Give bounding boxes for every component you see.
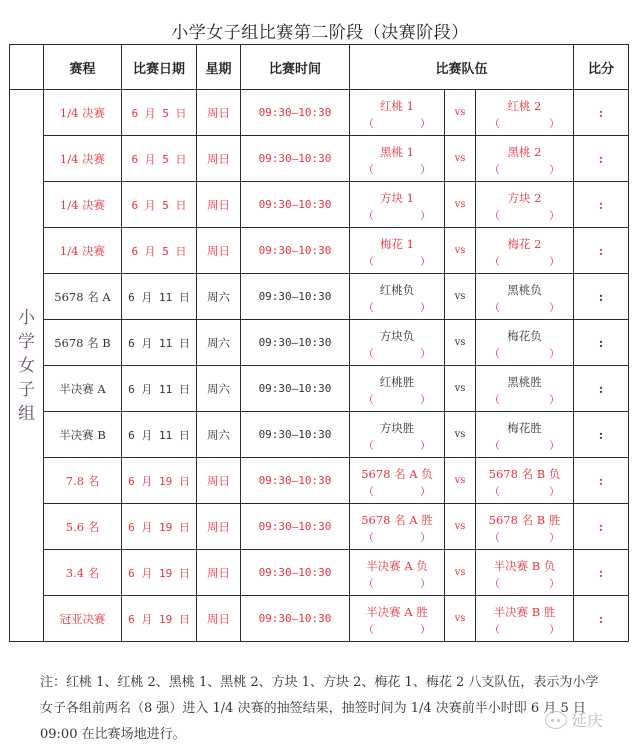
team1-cell xyxy=(350,550,445,596)
date-cell: 6 月 19 日 xyxy=(122,504,197,550)
weekday-cell: 周日 xyxy=(197,136,241,182)
right-paren: ） xyxy=(549,163,560,176)
weekday-cell: 周日 xyxy=(197,182,241,228)
vs-cell: vs xyxy=(445,320,476,366)
right-paren: ） xyxy=(420,163,431,176)
time-cell: 09:30—10:30 xyxy=(241,136,350,182)
header-row xyxy=(10,45,629,90)
time-cell: 09:30—10:30 xyxy=(241,320,350,366)
team1-cell xyxy=(350,274,445,320)
header-teams: 比赛队伍 xyxy=(350,45,574,90)
left-paren: （ xyxy=(363,347,374,360)
team1-cell xyxy=(350,596,445,642)
team1-cell xyxy=(350,504,445,550)
group-label-char: 组 xyxy=(18,403,35,424)
left-paren: （ xyxy=(363,255,374,268)
weekday-cell: 周六 xyxy=(197,412,241,458)
score-cell: : xyxy=(574,228,629,274)
right-paren: ） xyxy=(549,531,560,544)
score-cell: : xyxy=(574,550,629,596)
left-paren: （ xyxy=(489,163,500,176)
right-paren: ） xyxy=(420,439,431,452)
left-paren: （ xyxy=(489,393,500,406)
right-paren: ） xyxy=(549,209,560,222)
group-label-char: 学 xyxy=(18,331,35,352)
right-paren: ） xyxy=(420,209,431,222)
right-paren: ） xyxy=(420,531,431,544)
left-paren: （ xyxy=(363,577,374,590)
table-row xyxy=(10,274,629,320)
left-paren: （ xyxy=(363,439,374,452)
date-cell: 6 月 19 日 xyxy=(122,458,197,504)
team2-name: 方块 2 xyxy=(507,191,542,205)
table-row xyxy=(10,550,629,596)
weekday-cell: 周六 xyxy=(197,366,241,412)
right-paren: ） xyxy=(420,485,431,498)
left-paren: （ xyxy=(363,163,374,176)
team1-name: 半决赛 A 胜 xyxy=(366,605,428,619)
team1-name: 5678 名 A 胜 xyxy=(361,513,433,527)
group-label-char: 女 xyxy=(18,355,35,376)
right-paren: ） xyxy=(549,439,560,452)
time-cell: 09:30—10:30 xyxy=(241,550,350,596)
stage-cell: 5.6 名 xyxy=(44,504,122,550)
team2-cell xyxy=(476,136,574,182)
team2-name: 梅花胜 xyxy=(507,421,542,435)
left-paren: （ xyxy=(489,485,500,498)
vs-cell: vs xyxy=(445,90,476,136)
left-paren: （ xyxy=(363,301,374,314)
time-cell: 09:30—10:30 xyxy=(241,412,350,458)
date-cell: 6 月 11 日 xyxy=(122,274,197,320)
team1-name: 方块负 xyxy=(379,329,415,343)
date-cell: 6 月 5 日 xyxy=(122,136,197,182)
right-paren: ） xyxy=(420,393,431,406)
team2-cell xyxy=(476,412,574,458)
header-stage: 赛程 xyxy=(44,45,122,90)
time-cell: 09:30—10:30 xyxy=(241,458,350,504)
left-paren: （ xyxy=(363,393,374,406)
stage-cell: 半决赛 B xyxy=(44,412,122,458)
time-cell: 09:30—10:30 xyxy=(241,182,350,228)
left-paren: （ xyxy=(489,623,500,636)
vs-cell: vs xyxy=(445,596,476,642)
left-paren: （ xyxy=(489,577,500,590)
left-paren: （ xyxy=(489,209,500,222)
table-row xyxy=(10,458,629,504)
team1-cell xyxy=(350,458,445,504)
left-paren: （ xyxy=(489,531,500,544)
right-paren: ） xyxy=(420,255,431,268)
weekday-cell: 周日 xyxy=(197,90,241,136)
header-weekday: 星期 xyxy=(197,45,241,90)
stage-cell: 5678 名 B xyxy=(44,320,122,366)
score-cell: : xyxy=(574,366,629,412)
table-row xyxy=(10,320,629,366)
weekday-cell: 周日 xyxy=(197,504,241,550)
table-row xyxy=(10,366,629,412)
right-paren: ） xyxy=(549,393,560,406)
date-cell: 6 月 11 日 xyxy=(122,366,197,412)
stage-cell: 半决赛 A xyxy=(44,366,122,412)
score-cell: : xyxy=(574,182,629,228)
table-row xyxy=(10,596,629,642)
score-cell: : xyxy=(574,90,629,136)
table-row xyxy=(10,228,629,274)
team2-cell xyxy=(476,320,574,366)
page-title: 小学女子组比赛第二阶段（决赛阶段） xyxy=(171,23,469,43)
right-paren: ） xyxy=(549,301,560,314)
score-cell: : xyxy=(574,274,629,320)
team2-cell xyxy=(476,596,574,642)
right-paren: ） xyxy=(549,485,560,498)
team1-cell xyxy=(350,228,445,274)
team2-name: 半决赛 B 胜 xyxy=(493,605,556,619)
date-cell: 6 月 11 日 xyxy=(122,412,197,458)
team2-name: 梅花负 xyxy=(507,329,542,343)
score-cell: : xyxy=(574,504,629,550)
team2-cell xyxy=(476,458,574,504)
team2-name: 黑桃负 xyxy=(507,283,542,297)
team1-cell xyxy=(350,412,445,458)
team2-name: 半决赛 B 负 xyxy=(493,559,556,573)
score-cell: : xyxy=(574,136,629,182)
wechat-icon xyxy=(545,711,567,729)
stage-cell: 7.8 名 xyxy=(44,458,122,504)
score-cell: : xyxy=(574,412,629,458)
weekday-cell: 周六 xyxy=(197,320,241,366)
team2-name: 梅花 2 xyxy=(507,237,542,251)
right-paren: ） xyxy=(420,117,431,130)
team2-cell xyxy=(476,504,574,550)
vs-cell: vs xyxy=(445,366,476,412)
vs-cell: vs xyxy=(445,228,476,274)
team2-cell xyxy=(476,550,574,596)
team1-name: 半决赛 A 负 xyxy=(366,559,428,573)
group-header xyxy=(10,45,44,90)
team2-name: 黑桃 2 xyxy=(507,145,542,159)
weekday-cell: 周日 xyxy=(197,596,241,642)
left-paren: （ xyxy=(489,117,500,130)
weekday-cell: 周日 xyxy=(197,550,241,596)
weekday-cell: 周六 xyxy=(197,274,241,320)
right-paren: ） xyxy=(420,623,431,636)
team2-cell xyxy=(476,366,574,412)
team2-name: 红桃 2 xyxy=(507,99,542,113)
weekday-cell: 周日 xyxy=(197,458,241,504)
team2-name: 黑桃胜 xyxy=(507,375,542,389)
vs-cell: vs xyxy=(445,504,476,550)
team1-name: 方块胜 xyxy=(379,421,415,435)
header-time: 比赛时间 xyxy=(241,45,350,90)
table-row xyxy=(10,136,629,182)
vs-cell: vs xyxy=(445,136,476,182)
right-paren: ） xyxy=(420,301,431,314)
table-row xyxy=(10,182,629,228)
team1-name: 5678 名 A 负 xyxy=(361,467,433,481)
team1-cell xyxy=(350,90,445,136)
team2-cell xyxy=(476,182,574,228)
footnote: 注：红桃 1、红桃 2、黑桃 1、黑桃 2、方块 1、方块 2、梅花 1、梅花 2 八支队伍，表示为小学女子各组前两名（8 强）进入 1/4 决赛的抽签结果，抽签时间为 1/4 决赛前半小时即 6 月 5 日 09:00 在比赛场地进行。 xyxy=(40,675,599,742)
header-score: 比分 xyxy=(574,45,629,90)
right-paren: ） xyxy=(549,255,560,268)
left-paren: （ xyxy=(489,439,500,452)
right-paren: ） xyxy=(420,577,431,590)
time-cell: 09:30—10:30 xyxy=(241,596,350,642)
team1-cell xyxy=(350,182,445,228)
group-label-char: 小 xyxy=(18,307,35,328)
right-paren: ） xyxy=(549,577,560,590)
score-cell: : xyxy=(574,596,629,642)
left-paren: （ xyxy=(489,347,500,360)
watermark xyxy=(545,708,603,731)
stage-cell: 1/4 决赛 xyxy=(44,182,122,228)
stage-cell: 冠亚决赛 xyxy=(44,596,122,642)
time-cell: 09:30—10:30 xyxy=(241,274,350,320)
left-paren: （ xyxy=(363,485,374,498)
date-cell: 6 月 5 日 xyxy=(122,90,197,136)
table-row xyxy=(10,504,629,550)
group-label-cell xyxy=(10,90,44,642)
vs-cell: vs xyxy=(445,274,476,320)
stage-cell: 5678 名 A xyxy=(44,274,122,320)
score-cell: : xyxy=(574,458,629,504)
team1-name: 方块 1 xyxy=(380,191,414,205)
right-paren: ） xyxy=(549,117,560,130)
team2-cell xyxy=(476,274,574,320)
schedule-table xyxy=(9,44,629,642)
team2-name: 5678 名 B 胜 xyxy=(488,513,561,527)
right-paren: ） xyxy=(549,623,560,636)
time-cell: 09:30—10:30 xyxy=(241,366,350,412)
weekday-cell: 周日 xyxy=(197,228,241,274)
team1-name: 梅花 1 xyxy=(380,237,414,251)
vs-cell: vs xyxy=(445,458,476,504)
team2-name: 5678 名 B 负 xyxy=(488,467,561,481)
vs-cell: vs xyxy=(445,182,476,228)
left-paren: （ xyxy=(363,531,374,544)
date-cell: 6 月 5 日 xyxy=(122,228,197,274)
stage-cell: 1/4 决赛 xyxy=(44,90,122,136)
team1-name: 红桃负 xyxy=(379,283,415,297)
stage-cell: 1/4 决赛 xyxy=(44,228,122,274)
vs-cell: vs xyxy=(445,412,476,458)
stage-cell: 1/4 决赛 xyxy=(44,136,122,182)
score-cell: : xyxy=(574,320,629,366)
team1-name: 红桃 1 xyxy=(380,99,414,113)
left-paren: （ xyxy=(363,623,374,636)
team1-cell xyxy=(350,136,445,182)
time-cell: 09:30—10:30 xyxy=(241,90,350,136)
watermark-text: 延庆 xyxy=(571,711,604,730)
left-paren: （ xyxy=(489,255,500,268)
table-row xyxy=(10,412,629,458)
right-paren: ） xyxy=(420,347,431,360)
left-paren: （ xyxy=(363,117,374,130)
team1-cell xyxy=(350,320,445,366)
date-cell: 6 月 19 日 xyxy=(122,596,197,642)
team1-name: 黑桃 1 xyxy=(380,145,414,159)
date-cell: 6 月 19 日 xyxy=(122,550,197,596)
right-paren: ） xyxy=(549,347,560,360)
header-date: 比赛日期 xyxy=(122,45,197,90)
team2-cell xyxy=(476,90,574,136)
team1-cell xyxy=(350,366,445,412)
left-paren: （ xyxy=(489,301,500,314)
time-cell: 09:30—10:30 xyxy=(241,504,350,550)
time-cell: 09:30—10:30 xyxy=(241,228,350,274)
team1-name: 红桃胜 xyxy=(379,375,415,389)
group-label-char: 子 xyxy=(18,379,35,400)
team2-cell xyxy=(476,228,574,274)
vs-cell: vs xyxy=(445,550,476,596)
date-cell: 6 月 5 日 xyxy=(122,182,197,228)
table-row xyxy=(10,90,629,136)
date-cell: 6 月 11 日 xyxy=(122,320,197,366)
stage-cell: 3.4 名 xyxy=(44,550,122,596)
left-paren: （ xyxy=(363,209,374,222)
